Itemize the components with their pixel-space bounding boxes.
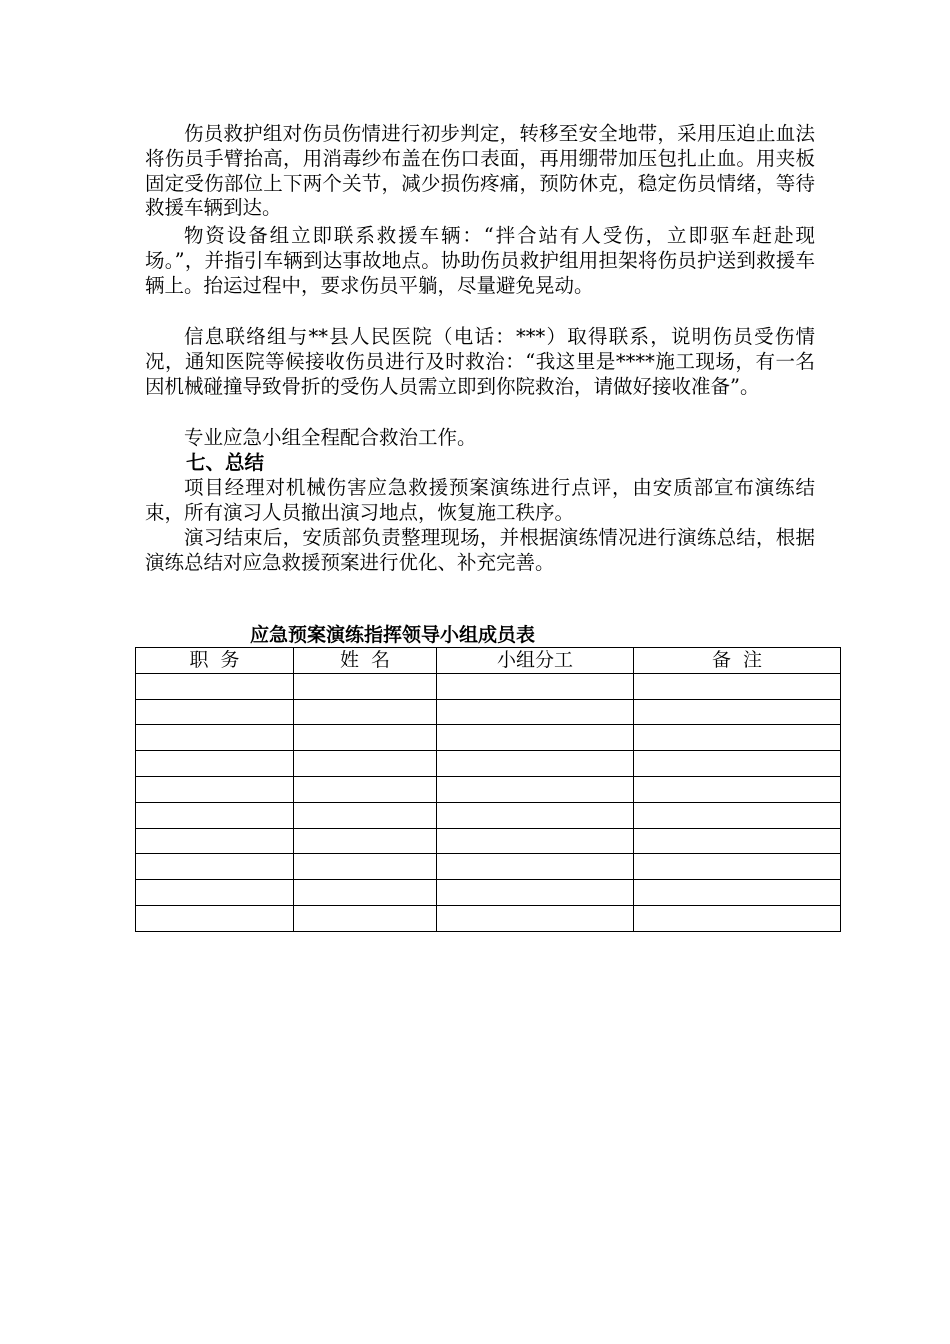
table-title: 应急预案演练指挥领导小组成员表 (250, 624, 536, 646)
table-cell (294, 828, 437, 854)
table-header-row (136, 648, 841, 674)
table-cell (136, 854, 294, 880)
table-cell (294, 854, 437, 880)
paragraph-supplies-equipment: 物资设备组立即联系救援车辆：“拌合站有人受伤，立即驱车赶赴现场。”，并指引车辆到达事故地点。协助伤员救护组用担架将伤员护送到救援车辆上。抬运过程中，要求伤员平躺，尽量避免晃动。 (145, 224, 815, 297)
table-cell (634, 751, 841, 777)
section-heading-summary: 七、总结 (186, 451, 265, 474)
table-cell (437, 751, 634, 777)
table-cell (136, 699, 294, 725)
table-cell (437, 725, 634, 751)
table-cell (437, 802, 634, 828)
table-cell (136, 776, 294, 802)
table-cell (634, 699, 841, 725)
header-name: 姓 名 (294, 648, 437, 674)
table-cell (294, 905, 437, 931)
table-cell (634, 828, 841, 854)
table-body (136, 673, 841, 931)
table-cell (136, 725, 294, 751)
table-cell (437, 828, 634, 854)
table-row (136, 880, 841, 906)
table-cell (437, 673, 634, 699)
header-division: 小组分工 (437, 648, 634, 674)
table-cell (136, 751, 294, 777)
table-cell (136, 673, 294, 699)
table-row (136, 854, 841, 880)
table-cell (634, 905, 841, 931)
header-remarks: 备 注 (634, 648, 841, 674)
table-cell (294, 776, 437, 802)
paragraph-professional-team: 专业应急小组全程配合救治工作。 (184, 426, 477, 449)
table-cell (634, 854, 841, 880)
table-cell (294, 725, 437, 751)
table-cell (634, 880, 841, 906)
table-cell (136, 802, 294, 828)
table-cell (136, 905, 294, 931)
table-cell (634, 802, 841, 828)
table-cell (294, 802, 437, 828)
table-row (136, 751, 841, 777)
table-cell (437, 854, 634, 880)
table-row (136, 776, 841, 802)
table-cell (136, 828, 294, 854)
table-cell (294, 880, 437, 906)
table-cell (634, 673, 841, 699)
table-cell (437, 905, 634, 931)
table-row (136, 828, 841, 854)
table-cell (294, 751, 437, 777)
member-table (135, 647, 841, 932)
paragraph-casualty-rescue: 伤员救护组对伤员伤情进行初步判定，转移至安全地带，采用压迫止血法将伤员手臂抬高，用消毒纱布盖在伤口表面，再用绷带加压包扎止血。用夹板固定受伤部位上下两个关节，减少损伤疼痛，预防休克，稳定伤员情绪，等待救援车辆到达。 (145, 122, 815, 220)
table-row (136, 699, 841, 725)
table-cell (294, 699, 437, 725)
table-row (136, 673, 841, 699)
paragraph-review: 项目经理对机械伤害应急救援预案演练进行点评，由安质部宣布演练结束，所有演习人员撤出演习地点，恢复施工秩序。 (145, 476, 815, 524)
paragraph-after-drill: 演习结束后，安质部负责整理现场，并根据演练情况进行演练总结，根据演练总结对应急救援预案进行优化、补充完善。 (145, 526, 815, 574)
table-cell (437, 880, 634, 906)
table-row (136, 905, 841, 931)
table-cell (634, 725, 841, 751)
paragraph-information-liaison: 信息联络组与**县人民医院（电话：***）取得联系，说明伤员受伤情况，通知医院等候接收伤员进行及时救治：“我这里是****施工现场，有一名因机械碰撞导致骨折的受伤人员需立即到你院救治，请做好接收准备”。 (145, 325, 815, 398)
table-cell (437, 776, 634, 802)
table-cell (634, 776, 841, 802)
table-cell (294, 673, 437, 699)
table-row (136, 725, 841, 751)
header-position: 职 务 (136, 648, 294, 674)
table-cell (136, 880, 294, 906)
table-cell (437, 699, 634, 725)
table-row (136, 802, 841, 828)
